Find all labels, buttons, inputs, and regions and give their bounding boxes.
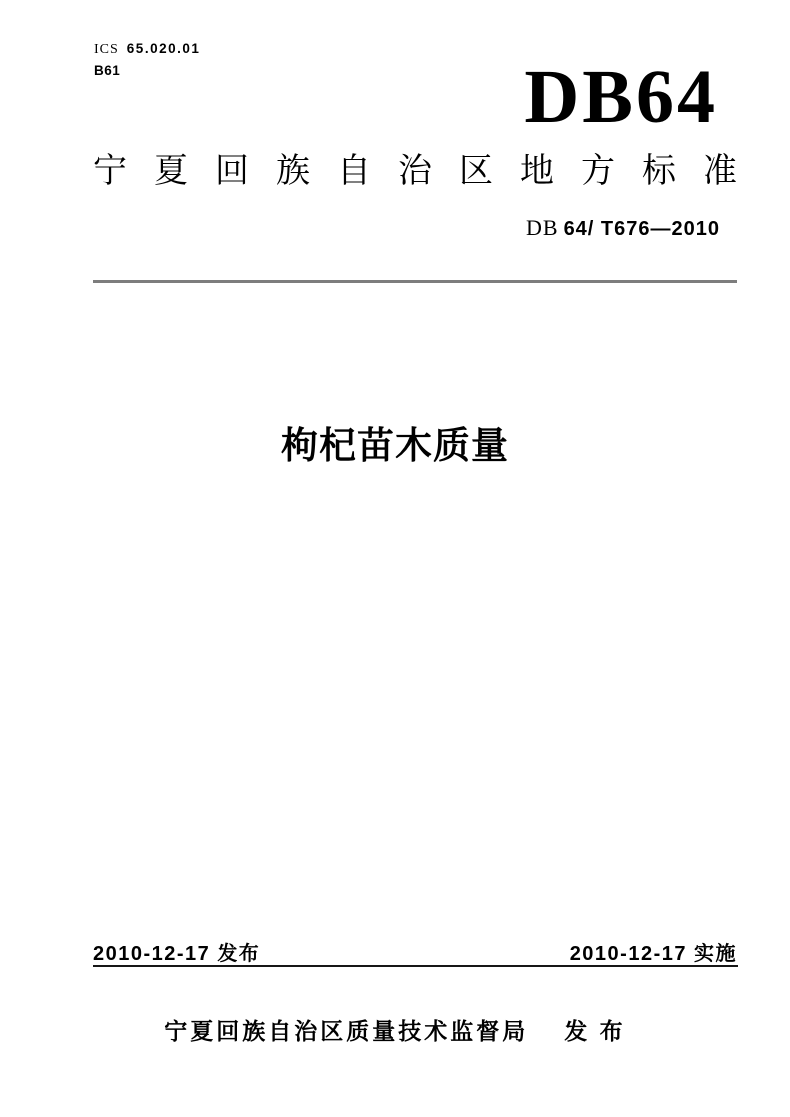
implementation-label: 实施 [694, 943, 737, 965]
dates-row [93, 943, 737, 965]
issue-label: 发布 [217, 943, 261, 965]
issue-date: 2010-12-17 [93, 943, 211, 965]
publish-label: 发 布 [564, 1018, 626, 1044]
ics-block [94, 40, 200, 78]
ics-label: ICS [94, 42, 119, 57]
doc-class-code: B61 [94, 63, 121, 79]
header-divider-rule [93, 280, 737, 283]
document-title: 枸杞苗木质量 [281, 425, 509, 466]
db64-wordmark: DB64 [524, 55, 718, 139]
ics-value: 65.020.01 [126, 41, 201, 56]
standard-name-heading: 宁夏回族自治区地方标准 [93, 152, 764, 190]
standard-number-prefix: DB [526, 215, 559, 240]
standard-number-rest: 64/ T676—2010 [563, 218, 720, 240]
issue-date-line [93, 943, 260, 965]
implementation-date-line [570, 943, 737, 965]
standard-number [526, 215, 720, 241]
ics-line [94, 40, 200, 58]
footer-divider-rule [93, 965, 738, 967]
publisher-name: 宁夏回族自治区质量技术监督局 [164, 1018, 529, 1044]
publisher-row [0, 1018, 790, 1046]
implementation-date: 2010-12-17 [569, 943, 687, 965]
